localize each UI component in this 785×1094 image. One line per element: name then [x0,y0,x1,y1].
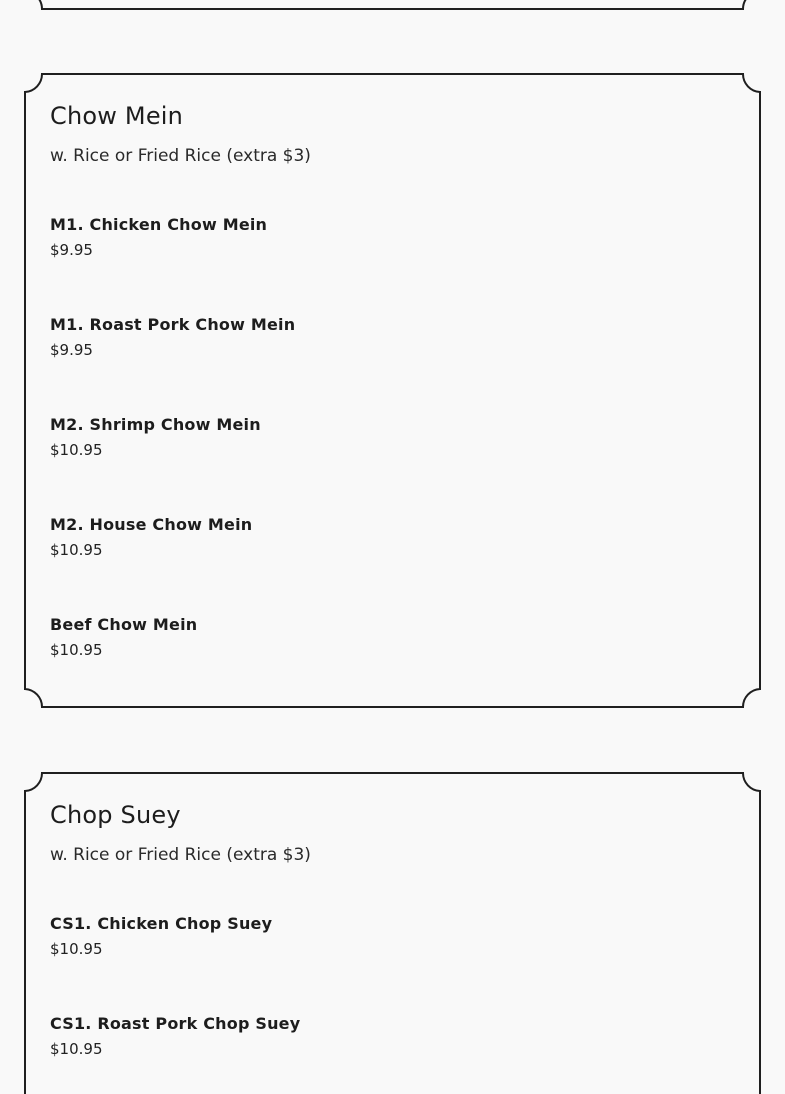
item-name: M1. Chicken Chow Mein [50,215,268,234]
item-price: $10.95 [50,641,103,659]
item-price: $10.95 [50,940,103,958]
item-name: M2. House Chow Mein [50,515,253,534]
menu-item-list [50,913,735,1094]
menu-item-list [50,214,735,714]
item-price: $10.95 [50,1040,103,1058]
menu-section-chow-mein [24,73,761,708]
menu-item[interactable] [50,314,735,414]
item-price: $10.95 [50,441,103,459]
menu-item[interactable] [50,214,735,314]
menu-item[interactable] [50,514,735,614]
item-price: $9.95 [50,241,93,259]
section-title: Chop Suey [50,801,181,829]
section-subtitle: w. Rice or Fried Rice (extra $3) [50,146,311,166]
menu-section-chop-suey [24,772,761,1094]
item-name: CS1. Roast Pork Chop Suey [50,1014,301,1033]
item-price: $10.95 [50,541,103,559]
menu-item[interactable] [50,414,735,514]
previous-menu-card [24,0,761,9]
menu-item[interactable] [50,614,735,714]
section-title: Chow Mein [50,102,184,130]
menu-item[interactable] [50,913,735,1013]
item-name: M2. Shrimp Chow Mein [50,415,261,434]
item-name: CS1. Chicken Chop Suey [50,914,273,933]
menu-item[interactable] [50,1013,735,1094]
item-price: $9.95 [50,341,93,359]
item-name: Beef Chow Mein [50,615,198,634]
item-name: M1. Roast Pork Chow Mein [50,315,296,334]
card-border [24,0,761,9]
section-subtitle: w. Rice or Fried Rice (extra $3) [50,845,311,865]
